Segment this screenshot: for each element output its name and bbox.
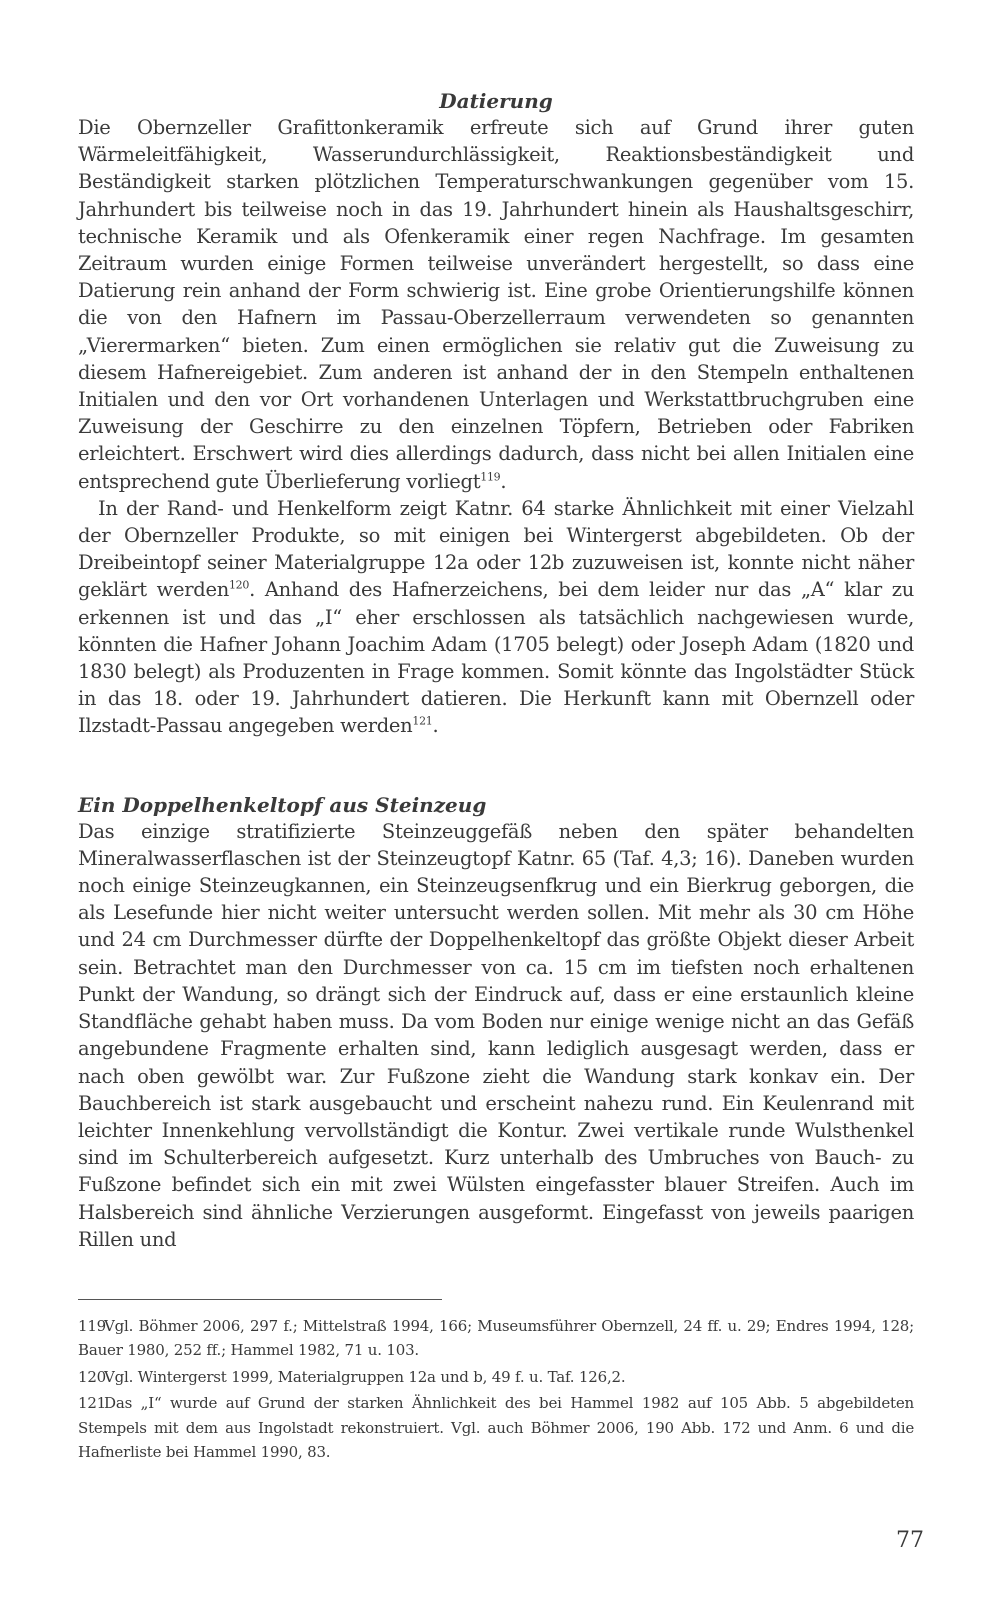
subsection-title: Ein Doppelhenkeltopf aus Steinzeug [78,792,487,817]
footnote-119 [78,1314,914,1363]
footnote-text: Vgl. Böhmer 2006, 297 f.; Mittelstraß 1994, 166; Museumsführer Obernzell, 24 ff. u. 29; Endres 1994, 128; Bauer 1980, 252 ff.; Hammel 1982, 71 u. 103. [78,1316,914,1360]
footnote-number: 119 [78,1316,107,1335]
footnote-120 [78,1365,914,1390]
paragraph-1-end: . [500,469,507,493]
footnote-text: Vgl. Wintergerst 1999, Materialgruppen 12a und b, 49 f. u. Taf. 126,2. [104,1367,626,1386]
footnote-number: 120 [78,1367,107,1386]
footnote-ref-120[interactable]: 120 [228,578,250,592]
footnote-121 [78,1391,914,1465]
page-content [78,88,914,1588]
footnote-ref-121[interactable]: 121 [412,714,433,728]
footnote-ref-119[interactable]: 119 [480,470,501,484]
subsection-paragraph: Das einzige stratifizierte Steinzeuggefäß neben den später behandelten Mineralwasserflaschen ist der Steinzeugtopf Katnr. 65 (Taf. 4,3; 16). Daneben wurden noch einige Steinzeugkannen, ein Steinzeugsenfkrug und ein Bierkrug geborgen, die als Lesefunde hier nicht weiter untersucht werden sollen. Mit mehr als 30 cm Höhe und 24 cm Durchmesser dürfte der Doppelhenkeltopf das größte Objekt dieser Arbeit sein. Betrachtet man den Durchmesser von ca. 15 cm im tiefsten noch erhaltenen Punkt der Wandung, so drängt sich der Eindruck auf, dass er eine erstaunlich kleine Standfläche gehabt haben muss. Da vom Boden nur einige wenige nicht an das Gefäß angebundene Fragmente erhalten sind, kann lediglich ausgesagt werden, dass er nach oben gewölbt war. Zur Fußzone zieht die Wandung stark konkav ein. Der Bauchbereich ist stark ausgebaucht und erscheint nahezu rund. Ein Keulenrand mit leichter Innenkehlung vervollständigt die Kontur. Zwei vertikale runde Wulsthenkel sind im Schulterbereich aufgesetzt. Kurz unterhalb des Umbruches von Bauch- zu Fußzone befindet sich ein mit zwei Wülsten eingefasster blauer Streifen. Auch im Halsbereich sind ähnliche Verzierungen ausgeformt. Eingefasst von jeweils paarigen Rillen und [78,819,914,1251]
paragraph-1 [78,114,914,495]
main-text [78,114,914,740]
footnote-text: Das „I“ wurde auf Grund der starken Ähnlichkeit des bei Hammel 1982 auf 105 Abb. 5 abgebildeten Stempels mit dem aus Ingolstadt rekonstruiert. Vgl. auch Böhmer 2006, 190 Abb. 172 und Anm. 6 und die Hafnerliste bei Hammel 1990, 83. [78,1394,914,1462]
page-number: 77 [896,1528,924,1553]
footnote-divider [78,1299,442,1300]
paragraph-2 [78,495,914,740]
paragraph-2-end: . [432,714,439,738]
paragraph-2-text-2: . Anhand des Hafnerzeichens, bei dem leider nur das „A“ klar zu erkennen ist und das „I“ eher erschlossen als tatsächlich nachgewiesen wurde, könnten die Hafner Johann Joachim Adam (1705 belegt) oder Joseph Adam (1820 und 1830 belegt) als Produzenten in Frage kommen. Somit könnte das Ingolstädter Stück in das 18. oder 19. Jahrhundert datieren. Die Herkunft kann mit Obernzell oder Ilzstadt-Passau angegeben werden [78,578,915,738]
paragraph-1-text: Die Obernzeller Grafittonkeramik erfreute sich auf Grund ihrer guten Wärmeleitfähigkeit, Wasserundurchlässigkeit, Reaktionsbeständigkeit und Beständigkeit starken plötzlichen Temperaturschwankungen gegenüber vom 15. Jahrhundert bis teilweise noch in das 19. Jahrhundert hinein als Haushaltsgeschirr, technische Keramik und als Ofenkeramik einer regen Nachfrage. Im gesamten Zeitraum wurden einige Formen teilweise unverändert hergestellt, so dass eine Datierung rein anhand der Form schwierig ist. Eine grobe Orientierungshilfe können die von den Hafnern im Passau-Oberzellerraum verwendeten so genannten „Vierermarken“ bieten. Zum einen ermöglichen sie relativ gut die Zuweisung zu diesem Hafnereigebiet. Zum anderen ist anhand der in den Stempeln enthaltenen Initialen und den vor Ort vorhandenen Unterlagen und Werkstattbruchgruben eine Zuweisung der Geschirre zu den einzelnen Töpfern, Betrieben oder Fabriken erleichtert. Erschwert wird dies allerdings dadurch, dass nicht bei allen Initialen eine entsprechend gute Überlieferung vorliegt [78,116,914,493]
footnote-number: 121 [78,1394,107,1413]
section-title: Datierung [439,89,553,113]
paragraph-2-text: In der Rand- und Henkelform zeigt Katnr. 64 starke Ähnlichkeit mit einer Vielzahl der Obernzeller Produkte, so mit einigen bei Wintergerst abgebildeten. Ob der Dreibeintopf seiner Materialgruppe 12a oder 12b zuzuweisen ist, konnte nicht näher geklärt werden [78,496,914,602]
footnotes [78,1314,914,1465]
subsection-text [78,818,914,1253]
